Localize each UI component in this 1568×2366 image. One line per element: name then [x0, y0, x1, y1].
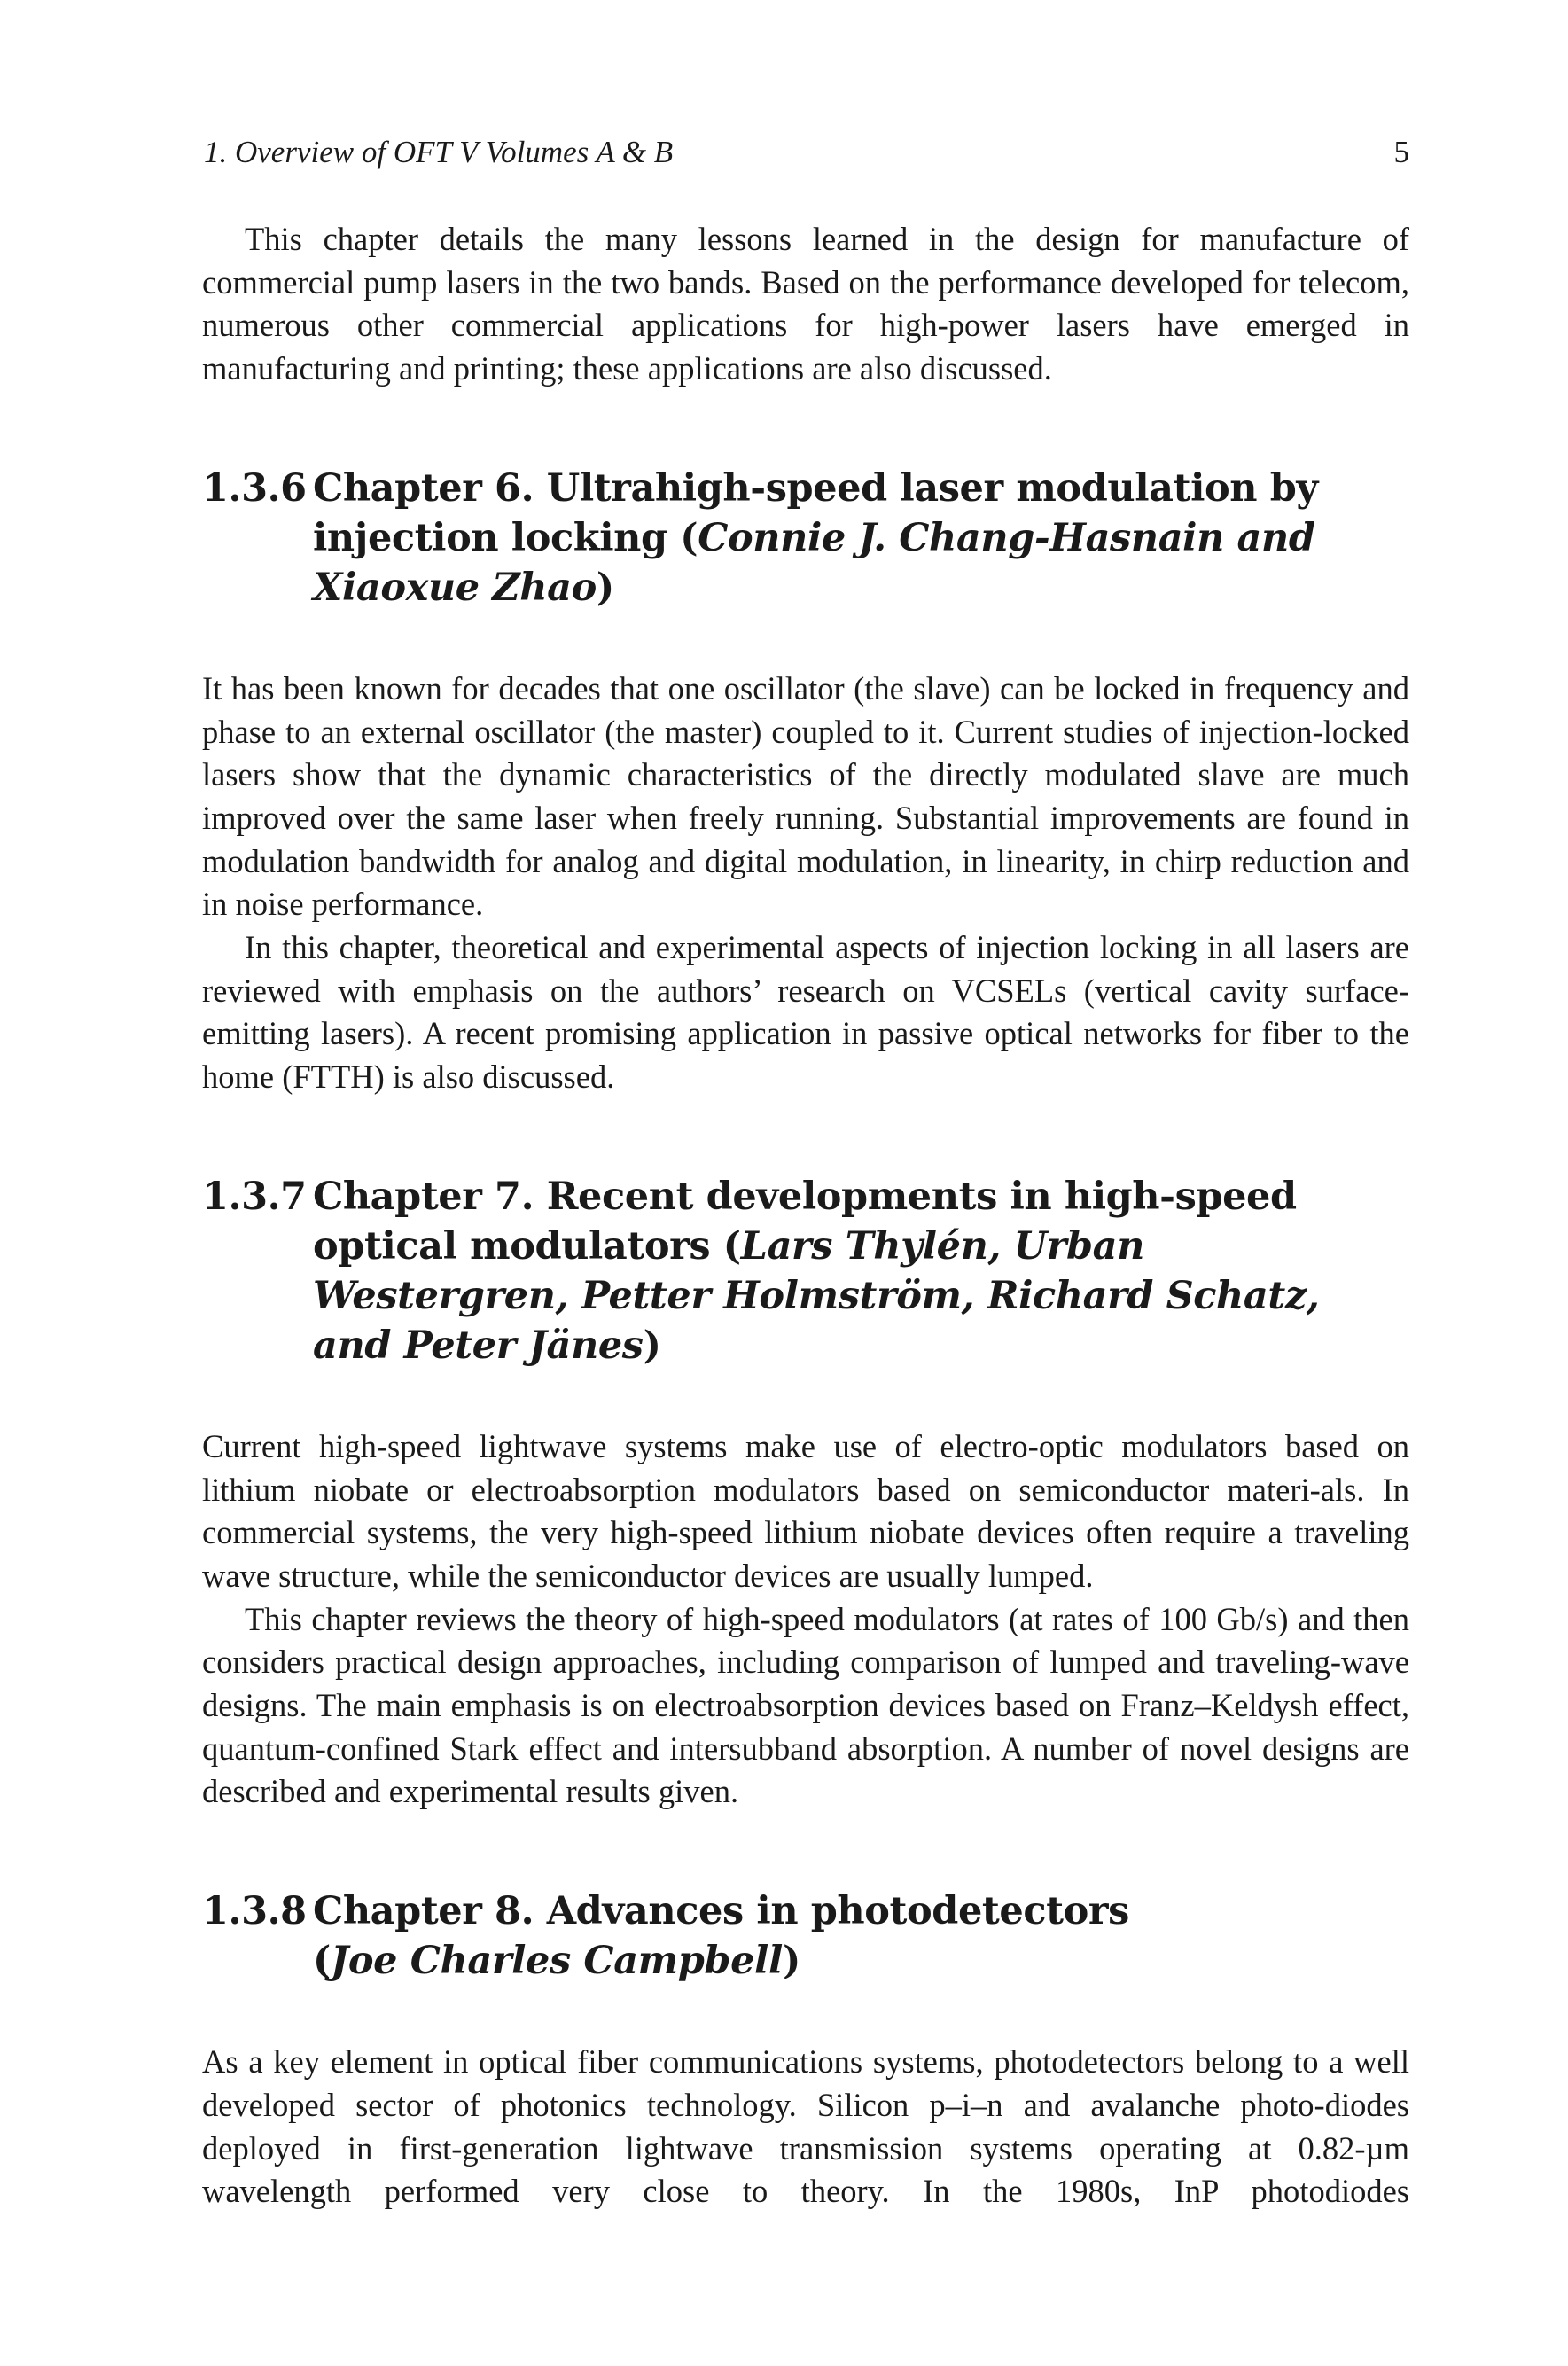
section-heading-1-3-7: 1.3.7 Chapter 7. Recent developments in high-speed optical modulators (Lars Thylén, Urban Westergren, Petter Holmström, Richard Schatz, and Peter Jänes)	[202, 1172, 1409, 1370]
section-authors: Joe Charles Campbell	[330, 1939, 783, 1984]
section-authors: Lars Thylén, Urban Westergren, Petter Holmström, Richard Schatz, and Peter Jänes	[313, 1223, 1320, 1368]
section-number: 1.3.6	[202, 465, 307, 511]
section-paragraph: As a key element in optical fiber communications systems, photodetectors belong to a well developed sector of photonics technology. Silicon p–i–n and avalanche photo-diodes deployed in first-generation lightwave transmission systems operating at 0.82-µm wavelength performed very close to theory. In the 1980s, InP photodiodes	[202, 2043, 1409, 2210]
section-title: Chapter 7. Recent developments in high-speed optical modulators	[313, 1174, 1297, 1269]
running-head-title: 1. Overview of OFT V Volumes A & B	[204, 135, 674, 169]
section-authors: Connie J. Chang-Hasnain and Xiaoxue Zhao	[313, 515, 1315, 610]
section-paragraph: It has been known for decades that one oscillator (the slave) can be locked in frequency and phase to an external oscillator (the master) coupled to it. Current studies of injection-locked lasers show that the dynamic characteristics of the directly modulated slave are much improved over the same laser when freely running. Substantial improvements are found in modulation bandwidth for analog and digital modulation, in linearity, in chirp reduction and in noise performance.	[202, 669, 1409, 923]
section-heading-1-3-6: 1.3.6 Chapter 6. Ultrahigh-speed laser modulation by injection locking (Connie J. Chang-Hasnain and Xiaoxue Zhao)	[202, 464, 1409, 613]
section-title: Chapter 6. Ultrahigh-speed laser modulation by injection locking	[313, 465, 1318, 560]
page-number: 5	[1393, 135, 1409, 169]
section-paragraph: This chapter reviews the theory of high-speed modulators (at rates of 100 Gb/s) and then considers practical design approaches, including comparison of lumped and traveling-wave designs. The main emphasis is on electroabsorption devices based on Franz–Keldysh effect, quantum-confined Stark effect and intersubband absorption. A number of novel designs are described and experimental results given.	[202, 1600, 1409, 1810]
section-number: 1.3.7	[202, 1174, 307, 1219]
running-head	[204, 133, 1409, 172]
section-paragraph: In this chapter, theoretical and experimental aspects of injection locking in all lasers are reviewed with emphasis on the authors’ research on VCSELs (vertical cavity surface-emitting lasers). A recent promising application in passive optical networks for fiber to the home (FTTH) is also discussed.	[202, 929, 1409, 1096]
section-heading-1-3-8: 1.3.8 Chapter 8. Advances in photodetectors (Joe Charles Campbell)	[202, 1886, 1409, 1986]
section-title: Chapter 8. Advances in photodetectors	[313, 1889, 1129, 1934]
section-paragraph: Current high-speed lightwave systems make use of electro-optic modulators based on lithium niobate or electroabsorption modulators based on semiconductor materi-als. In commercial systems, the very high-speed lithium niobate devices often require a traveling wave structure, while the semiconductor devices are usually lumped.	[202, 1427, 1409, 1594]
intro-paragraph: This chapter details the many lessons learned in the design for manufacture of commercial pump lasers in the two bands. Based on the performance developed for telecom, numerous other commercial applications for high-power lasers have emerged in manufacturing and printing; these applications are also discussed.	[202, 221, 1409, 387]
page-body	[202, 218, 1409, 2214]
section-number: 1.3.8	[202, 1889, 307, 1934]
